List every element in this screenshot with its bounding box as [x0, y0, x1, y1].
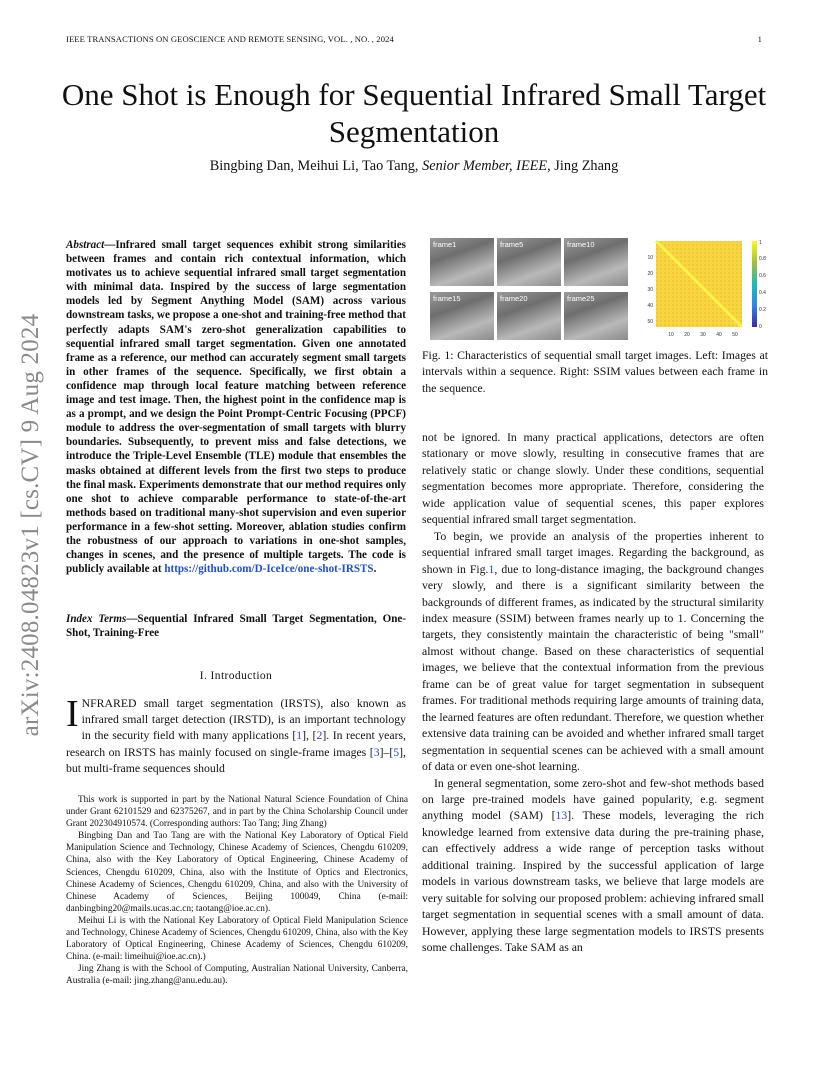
y-tick: 10 — [647, 255, 653, 261]
frame-image — [497, 238, 561, 286]
colorbar-tick: 0.4 — [759, 290, 766, 296]
colorbar-tick: 0.2 — [759, 307, 766, 313]
intro-text: ], [ — [302, 729, 317, 743]
colorbar-tick: 0 — [759, 324, 762, 330]
right-column — [422, 430, 764, 957]
abstract-label: Abstract — [66, 239, 105, 251]
arxiv-stamp-text: arXiv:2408.04823v1 [cs.CV] 9 Aug 2024 — [17, 313, 44, 737]
index-terms-label: Index Terms — [66, 613, 127, 625]
intro-paragraph — [66, 693, 406, 777]
figure-caption: Fig. 1: Characteristics of sequential small target images. Left: Images at intervals within a sequence. Right: SSIM values between each frame in the sequence. — [422, 348, 768, 395]
footnote-funding: This work is supported in part by the National Natural Science Foundation of China under Grant 62101529 and 62375267, and in part by the China Scholarship Council under Grant 202304910574. (Corresponding authors: Tao Tang; Jing Zhang) — [66, 795, 408, 830]
figure-1 — [430, 238, 766, 344]
figure-ref-link[interactable]: 1 — [488, 562, 495, 576]
frame-label: frame1 — [433, 240, 457, 249]
author-names: Bingbing Dan, Meihui Li, Tao Tang, — [209, 158, 419, 174]
frame-image — [430, 292, 494, 340]
paragraph: not be ignored. In many practical applications, detectors are often stationary or move slowly, resulting in consecutive frames that are relatively static or change slowly. Under these conditions, sequential segmentation becomes more appropriate. Therefore, considering the wide application value of sequential scenes, this paper explores sequential infrared small target segmentation. — [422, 431, 764, 527]
x-tick: 30 — [700, 332, 706, 338]
ssim-heatmap — [640, 240, 766, 344]
y-tick: 20 — [647, 271, 653, 277]
author-role: Senior Member, IEEE — [422, 158, 548, 174]
y-tick: 30 — [647, 287, 653, 293]
paragraph-text: In general segmentation, some zero-shot and few-shot methods based on large pre-trained models have gained popularity, e.g. segment anything model (SAM) [ — [422, 776, 764, 823]
intro-text: ], but multi-frame sequences should — [66, 745, 406, 775]
index-terms-text: —Sequential Infrared Small Target Segmentation, One-Shot, Training-Free — [66, 613, 406, 640]
colorbar-tick: 0.6 — [759, 273, 766, 279]
abstract-text: —Infrared small target sequences exhibit strong similarities between frames and contain rich contextual information, which motivates us to achieve sequential infrared small target segmentation with minimal data. Inspired by the success of large segmentation models led by Segment Anything Model (SAM) across various downstream tasks, we propose a one-shot and training-free method that perfectly adapts SAM's zero-shot generalization capabilities to sequential infrared small target segmentation. Given one annotated frame as a reference, our method can accurately segment small targets in other frames of the sequence. Specifically, we first obtain a confidence map through local feature matching between reference image and test image. Then, the highest point in the confidence map is as a prompt, and we design the Point Prompt-Centric Focusing (PPCF) module to address the over-segmentation of small targets with blurry boundaries. Subsequently, to prevent miss and false detections, we introduce the Triple-Level Ensemble (TLE) module that ensembles the masks obtained at different levels from the first two steps to produce the final mask. Experiments demonstrate that our method requires only one shot to achieve comparable performance to state-of-the-art methods based on traditional many-shot supervision and even superior performance in a few-shot setting. Moreover, ablation studies confirm the robustness of our approach to variations in one-shot samples, changes in scenes, and the presence of multiple targets. The code is publicly available at — [66, 239, 406, 576]
section-heading: I. Introduction — [199, 670, 273, 682]
colorbar — [752, 241, 757, 327]
x-tick: 20 — [684, 332, 690, 338]
x-tick: 10 — [668, 332, 674, 338]
frame-label: frame5 — [500, 240, 524, 249]
paragraph — [422, 529, 764, 776]
frame-label: frame20 — [500, 294, 528, 303]
frame-image — [564, 238, 628, 286]
paragraph-text: , due to long-distance imaging, the background changes very slowly, and there is a significant similarity between the backgrounds of different frames, as indicated by the structural similarity index measure (SSIM) between frames nearly up to 1. Concerning the targets, they consistently maintain the characteristic of being "small" almost without change. Based on these characteristics of sequential images, we believe that the contextual information from the previous frame can be of great value for target segmentation in subsequent frames. For traditional methods requiring large amounts of training data, the learned features are often redundant. Therefore, we question whether extensive data training can be avoided and whether infrared small target segmentation in sequential scenes can be achieved with a small amount of data or even one-shot learning. — [422, 562, 764, 774]
author-last: , Jing Zhang — [547, 158, 619, 174]
page-number: 1 — [757, 34, 762, 44]
footnote-affiliation: Jing Zhang is with the School of Computing, Australian National University, Canberra, Australia (e-mail: jing.zhang@anu.edu.au). — [66, 964, 408, 987]
colorbar-tick: 1 — [759, 240, 762, 246]
citation-link[interactable]: 1 — [296, 729, 303, 743]
footnote-affiliation: Meihui Li is with the National Key Laboratory of Optical Field Manipulation Science and Technology, Chinese Academy of Sciences, Chengdu 610209, China, also with the Key Laboratory of Optical Engineering, Chinese Academy of Sciences, Chengdu 610209, China. (e-mail: limeihui@ioe.ac.cn).) — [66, 915, 408, 963]
frame-image — [564, 292, 628, 340]
index-terms — [66, 612, 406, 640]
drop-cap: I — [66, 693, 79, 735]
citation-link[interactable]: 13 — [555, 809, 568, 823]
author-list — [60, 158, 768, 175]
frame-grid — [430, 238, 630, 342]
footnote-affiliation: Bingbing Dan and Tao Tang are with the National Key Laboratory of Optical Field Manipulation Science and Technology, Chinese Academy of Sciences, Chengdu 610209, China, also with the Key Laboratory of Optical Engineering, Chinese Academy of Sciences, Chengdu 610209, China, also with the Institute of Optics and Electronics, Chinese Academy of Sciences, Chengdu 610209, China, and also with the University of Chinese Academy of Sciences, Beijing 100049, China (e-mail: danbingbing20@mails.ucas.ac.cn; taotang@ioe.ac.cn). — [66, 831, 408, 914]
frame-image — [497, 292, 561, 340]
y-tick: 50 — [647, 319, 653, 325]
frame-image — [430, 238, 494, 286]
footnote — [66, 794, 408, 988]
journal-name: IEEE TRANSACTIONS ON GEOSCIENCE AND REMOTE SENSING, VOL. , NO. , 2024 — [66, 34, 394, 44]
y-tick: 40 — [647, 303, 653, 309]
paragraph-text: ]. These models, leveraging the rich knowledge learned from extensive data during the pre-training phase, can effectively address a wide range of perception tasks without additional training. Inspired by the successful application of large models in various downstream tasks, we believe that large models are very suitable for solving our proposed problem: achieving infrared small target segmentation in sequential scenes with a small amount of data. However, applying these large segmentation models to IRSTS presents some challenges. Take SAM as an — [422, 809, 764, 955]
citation-link[interactable]: 5 — [393, 745, 400, 759]
paragraph-text: To begin, we provide an analysis of the properties inherent to sequential infrared small target images. Regarding the background, as shown in Fig. — [422, 529, 764, 576]
paragraph — [422, 776, 764, 957]
arxiv-stamp — [14, 290, 48, 760]
code-link[interactable]: https://github.com/D-IceIce/one-shot-IRSTS — [164, 563, 374, 576]
colorbar-tick: 0.8 — [759, 256, 766, 262]
x-tick: 40 — [716, 332, 722, 338]
paper-title: One Shot is Enough for Sequential Infrared Small Target Segmentation — [61, 77, 767, 149]
intro-text: NFRARED small target segmentation (IRSTS), also known as infrared small target detection (IRSTD), is an important technology in the security field with many applications [ — [81, 697, 406, 743]
citation-link[interactable]: 3 — [373, 745, 380, 759]
citation-link[interactable]: 2 — [316, 729, 323, 743]
running-header — [66, 34, 762, 48]
intro-text: ]–[ — [379, 745, 394, 759]
frame-label: frame15 — [433, 294, 461, 303]
frame-label: frame10 — [567, 240, 595, 249]
abstract — [66, 238, 406, 576]
x-tick: 50 — [732, 332, 738, 338]
frame-label: frame25 — [567, 294, 595, 303]
intro-text: ]. In recent years, research on IRSTS has mainly focused on single-frame images [ — [66, 729, 406, 759]
abstract-end: . — [373, 563, 377, 576]
